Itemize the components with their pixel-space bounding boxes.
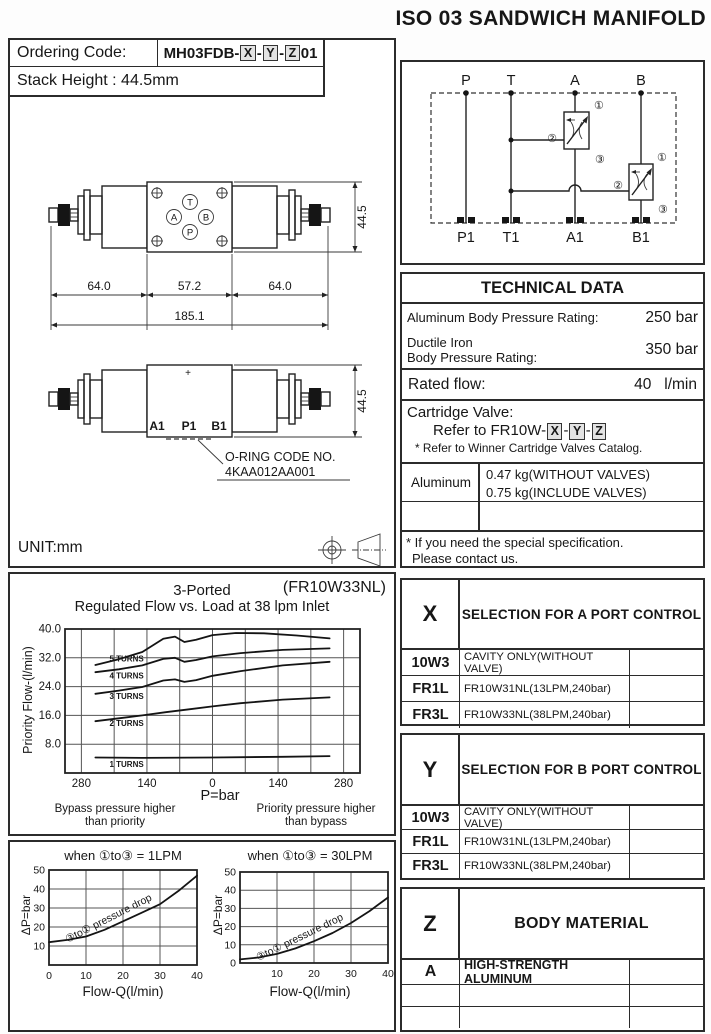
svg-text:40.0: 40.0 — [38, 623, 61, 636]
side-port-labels — [149, 419, 227, 433]
valve-b-marker-1: ① — [657, 152, 667, 164]
small-chart2-title: when ①to③ = 30LPM — [247, 848, 373, 863]
bottom-port-symbols — [457, 217, 650, 223]
selection-table-y-header — [402, 735, 703, 806]
svg-text:50: 50 — [33, 864, 45, 877]
dim-height-side: 44.5 — [355, 389, 369, 413]
pressure-rating-iron-row — [402, 331, 703, 370]
refer-prefix: Refer to FR10W- — [433, 422, 547, 440]
svg-text:2 TURNS: 2 TURNS — [109, 719, 144, 729]
code-y-box: Y — [263, 45, 278, 61]
table-y-key: Y — [402, 735, 460, 804]
side-view — [49, 365, 369, 480]
dim-left: 64.0 — [87, 279, 111, 293]
svg-text:280: 280 — [334, 778, 354, 790]
svg-text:40: 40 — [191, 970, 203, 982]
code-x-box: X — [240, 45, 255, 61]
table-x-row1-desc: CAVITY ONLY(WITHOUT VALVE) — [460, 650, 630, 675]
valve-drawing — [10, 40, 392, 566]
svg-text:1 TURNS: 1 TURNS — [109, 760, 144, 770]
table-y-title: SELECTION FOR B PORT CONTROL — [461, 762, 702, 777]
schem-port-a1: A1 — [566, 230, 584, 246]
svg-text:10: 10 — [271, 968, 283, 980]
table-row — [402, 985, 703, 1007]
svg-text:32.0: 32.0 — [38, 652, 61, 665]
small-chart2-ylabel: ΔP=bar — [211, 894, 225, 936]
small-chart2-xlabel: Flow-Q(l/min) — [269, 984, 351, 999]
table-x-row3-desc: FR10W33NL(38LPM,240bar) — [460, 702, 630, 728]
table-y-row1-empty — [630, 806, 703, 829]
table-y-row1-code: 10W3 — [402, 806, 460, 829]
rated-flow-label: Rated flow: — [408, 375, 486, 393]
table-y-row2-code: FR1L — [402, 830, 460, 853]
schem-port-b1: B1 — [632, 230, 650, 246]
dim-right: 64.0 — [268, 279, 292, 293]
schem-port-t: T — [506, 73, 516, 89]
table-z-row3-code — [402, 1007, 460, 1028]
svg-text:10: 10 — [224, 939, 236, 952]
pressure-rating-aluminum-label: Aluminum Body Pressure Rating: — [407, 310, 599, 325]
svg-text:20: 20 — [33, 921, 45, 934]
side-port-a1: A1 — [149, 419, 165, 433]
refer-y-box: Y — [569, 423, 584, 439]
pressure-rating-iron-value: 350 bar — [645, 340, 698, 358]
svg-text:0: 0 — [230, 957, 236, 970]
table-x-row1-empty — [630, 650, 703, 675]
table-y-row3-empty — [630, 854, 703, 878]
main-chart-subtitle: Regulated Flow vs. Load at 38 lpm Inlet — [74, 599, 330, 615]
table-x-title: SELECTION FOR A PORT CONTROL — [461, 606, 702, 622]
svg-text:3 TURNS: 3 TURNS — [109, 692, 144, 702]
main-chart-note-left: Bypass pressure higher than priority — [54, 803, 176, 828]
special-spec-note — [402, 532, 703, 568]
svg-text:5 TURNS: 5 TURNS — [109, 654, 144, 664]
table-z-row1-desc: HIGH-STRENGTH ALUMINUM — [460, 960, 630, 984]
special-spec-line2: Please contact us. — [412, 551, 519, 567]
oring-label: O-RING CODE NO. — [225, 450, 336, 464]
svg-text:50: 50 — [224, 866, 236, 879]
port-b: B — [202, 212, 210, 224]
svg-text:8.0: 8.0 — [45, 738, 61, 751]
side-port-p1: P1 — [181, 419, 197, 433]
svg-text:140: 140 — [268, 778, 288, 790]
weight-table — [402, 462, 703, 532]
weight-values — [480, 464, 703, 502]
svg-text:30: 30 — [224, 902, 236, 915]
svg-text:16.0: 16.0 — [38, 709, 61, 722]
pressure-rating-iron-label — [407, 335, 537, 365]
table-z-title: BODY MATERIAL — [514, 914, 649, 932]
table-z-row2-code — [402, 985, 460, 1006]
valve-a-marker-2: ② — [547, 133, 557, 145]
weight-without-valves: 0.47 kg(WITHOUT VALVES) — [486, 467, 650, 482]
table-z-key: Z — [402, 889, 460, 958]
rated-flow-value: 40 — [634, 375, 652, 393]
weight-material-col — [402, 464, 480, 530]
iron-label-line2: Body Pressure Rating: — [407, 349, 538, 365]
main-chart-xlabel: P=bar — [200, 788, 240, 804]
technical-data-panel — [400, 272, 705, 568]
schem-port-b: B — [636, 73, 646, 89]
table-row — [402, 960, 703, 985]
table-x-key: X — [402, 580, 460, 648]
pressure-rating-aluminum-value: 250 bar — [645, 308, 698, 326]
table-z-row3-desc — [460, 1007, 630, 1028]
table-x-row3-code: FR3L — [402, 702, 460, 728]
technical-data-title: TECHNICAL DATA — [402, 274, 703, 304]
svg-text:③to① pressure drop: ③to① pressure drop — [254, 911, 346, 964]
code-suffix: 01 — [300, 44, 318, 62]
rated-flow-unit: l/min — [664, 375, 697, 393]
table-y-row2-empty — [630, 830, 703, 853]
dim-height-front: 44.5 — [355, 205, 369, 229]
hydraulic-schematic-panel — [400, 60, 705, 265]
unit-label: UNIT:mm — [18, 539, 83, 556]
table-row — [402, 702, 703, 728]
valve-a-marker-1: ① — [594, 100, 604, 112]
svg-text:30: 30 — [154, 970, 166, 982]
table-row — [402, 1007, 703, 1028]
refer-x-box: X — [547, 423, 562, 439]
svg-text:24.0: 24.0 — [38, 681, 61, 694]
schem-port-t1: T1 — [502, 230, 520, 246]
weight-material: Aluminum — [402, 464, 480, 502]
code-z-box: Z — [285, 45, 300, 61]
cartridge-valve-section — [402, 401, 703, 462]
ordering-code-table — [8, 38, 325, 97]
table-row — [402, 650, 703, 676]
projection-cone-icon — [352, 534, 386, 566]
port-p: P — [186, 227, 194, 239]
ordering-code-label: Ordering Code: — [10, 40, 158, 66]
svg-text:4 TURNS: 4 TURNS — [109, 671, 144, 681]
table-z-row1-code: A — [402, 960, 460, 984]
table-x-row3-empty — [630, 702, 703, 728]
refer-sep2: - — [585, 422, 591, 440]
pressure-drop-charts-panel — [8, 840, 396, 1032]
main-chart-corner-label: (FR10W33NL) — [282, 579, 386, 596]
table-y-row1-desc: CAVITY ONLY(WITHOUT VALVE) — [460, 806, 630, 829]
selection-table-y — [400, 733, 705, 880]
plus-mark: + — [185, 368, 191, 379]
front-view — [49, 182, 369, 330]
svg-text:10: 10 — [33, 940, 45, 953]
dim-total: 185.1 — [174, 309, 205, 323]
table-row — [402, 854, 703, 878]
svg-text:140: 140 — [137, 778, 157, 790]
weight-material-empty — [402, 502, 478, 530]
svg-text:③to① pressure drop: ③to① pressure drop — [63, 891, 154, 946]
svg-text:30: 30 — [345, 968, 357, 980]
weight-include-valves: 0.75 kg(INCLUDE VALVES) — [486, 484, 647, 500]
table-z-row3-empty — [630, 1007, 703, 1028]
port-a: A — [170, 212, 178, 224]
code-sep1: - — [256, 44, 262, 62]
page-title: ISO 03 SANDWICH MANIFOLD — [395, 7, 706, 30]
iron-label-line1: Ductile Iron — [407, 334, 473, 350]
table-row — [402, 830, 703, 854]
ordering-code-value — [158, 40, 323, 66]
valve-a-marker-3: ③ — [595, 154, 605, 166]
schem-port-p1: P1 — [457, 230, 475, 246]
table-y-row3-desc: FR10W33NL(38LPM,240bar) — [460, 854, 630, 878]
pressure-rating-aluminum-row — [402, 304, 703, 331]
port-t: T — [187, 197, 193, 209]
dim-center: 57.2 — [177, 279, 202, 293]
schem-port-p: P — [461, 73, 471, 89]
svg-text:10: 10 — [80, 970, 92, 982]
body-material-table — [400, 887, 705, 1032]
selection-table-x-header — [402, 580, 703, 650]
svg-text:40: 40 — [382, 968, 394, 980]
code-prefix: MH03FDB- — [163, 44, 240, 62]
main-chart-title: 3-Ported — [173, 582, 231, 599]
hydraulic-schematic — [402, 62, 703, 263]
code-sep2: - — [279, 44, 285, 62]
schem-port-a: A — [570, 73, 580, 89]
ordering-code-row — [10, 40, 323, 67]
table-y-row3-code: FR3L — [402, 854, 460, 878]
svg-text:30: 30 — [33, 902, 45, 915]
small-chart1-ylabel: ΔP=bar — [19, 894, 33, 936]
table-y-row2-desc: FR10W31NL(13LPM,240bar) — [460, 830, 630, 853]
pressure-drop-charts — [10, 842, 394, 1030]
small-chart1-xlabel: Flow-Q(l/min) — [82, 984, 164, 999]
table-x-row2-empty — [630, 676, 703, 701]
svg-text:20: 20 — [224, 921, 236, 934]
rated-flow-row — [402, 370, 703, 401]
svg-text:40: 40 — [33, 883, 45, 896]
svg-text:0: 0 — [209, 778, 216, 790]
table-z-row2-desc — [460, 985, 630, 1006]
main-chart-panel — [8, 572, 396, 836]
table-x-row2-code: FR1L — [402, 676, 460, 701]
weight-values-col — [480, 464, 703, 530]
rated-flow-value-group — [634, 376, 697, 394]
cartridge-valve-label: Cartridge Valve: — [407, 404, 514, 421]
cartridge-catalog-note: * Refer to Winner Cartridge Valves Catalog. — [415, 440, 643, 455]
stack-height: Stack Height : 44.5mm — [17, 72, 179, 89]
cartridge-refer-line — [407, 422, 698, 440]
projection-target-icon — [318, 536, 346, 564]
svg-text:0: 0 — [46, 970, 52, 982]
valve-b-marker-3: ③ — [658, 204, 668, 216]
oring-code: 4KAA012AA001 — [225, 465, 316, 479]
svg-text:20: 20 — [308, 968, 320, 980]
refer-sep1: - — [563, 422, 569, 440]
drawing-panel — [8, 38, 396, 568]
flow-valve-a — [547, 100, 605, 166]
table-x-row1-code: 10W3 — [402, 650, 460, 675]
table-z-row1-empty — [630, 960, 703, 984]
side-port-b1: B1 — [211, 419, 227, 433]
selection-table-x — [400, 578, 705, 726]
valve-b-marker-2: ② — [613, 180, 623, 192]
refer-z-box: Z — [592, 423, 607, 439]
special-spec-line1: * If you need the special specification. — [406, 535, 624, 550]
main-chart-note-right: Priority pressure higher than bypass — [256, 803, 376, 828]
table-row — [402, 676, 703, 702]
table-x-row2-desc: FR10W31NL(13LPM,240bar) — [460, 676, 630, 701]
table-z-row2-empty — [630, 985, 703, 1006]
small-chart1-title: when ①to③ = 1LPM — [64, 848, 182, 863]
table-row — [402, 806, 703, 830]
main-chart-ylabel: Priority Flow-(l/min) — [21, 646, 35, 754]
svg-text:40: 40 — [224, 884, 236, 897]
svg-text:280: 280 — [71, 778, 91, 790]
body-material-header — [402, 889, 703, 960]
svg-text:20: 20 — [117, 970, 129, 982]
